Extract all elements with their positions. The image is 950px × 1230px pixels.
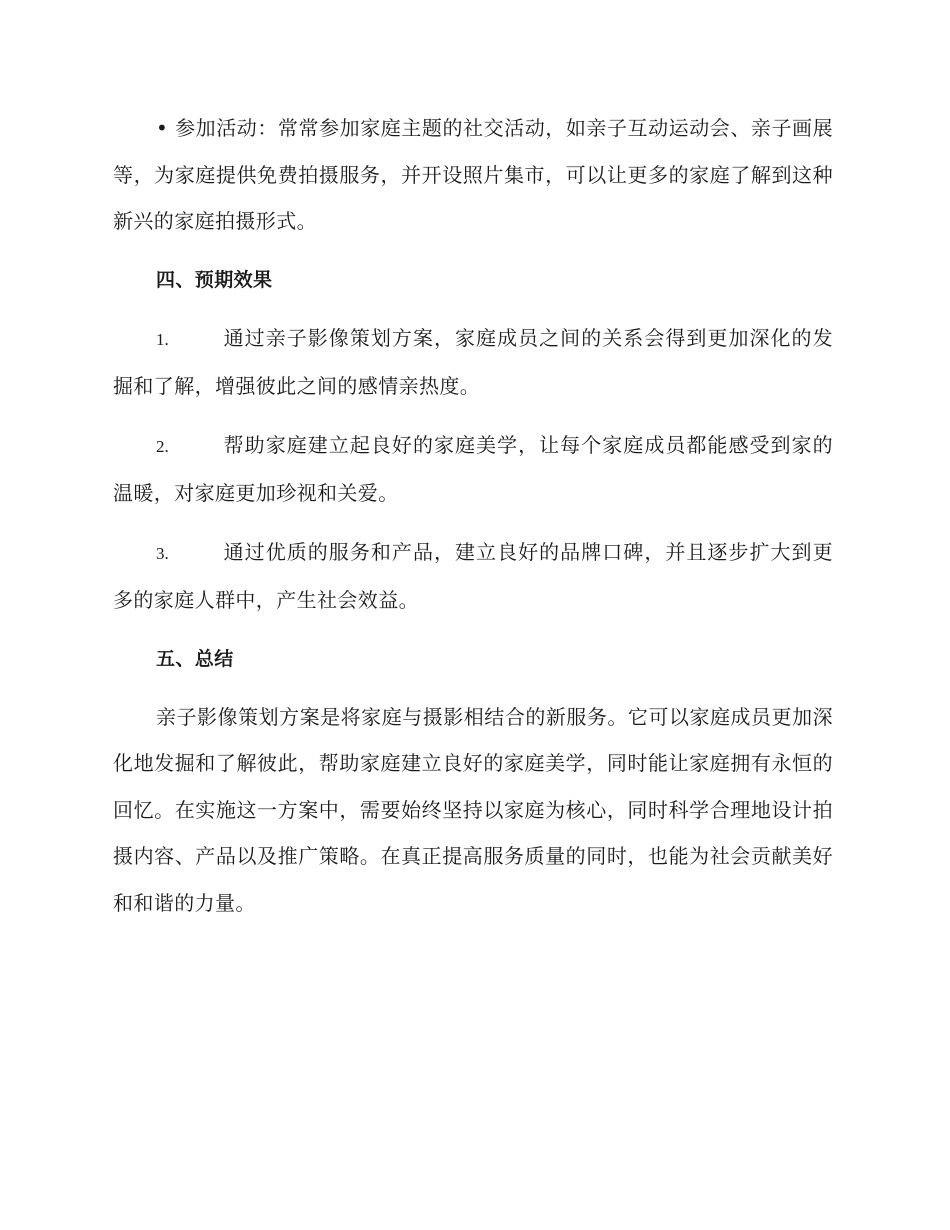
document-content [113,105,833,938]
effect-item-3-text: 通过优质的服务和产品，建立良好的品牌口碑，并且逐步扩大到更多的家庭人群中，产生社会效益。 [113,539,833,612]
activity-paragraph: • 参加活动：常常参加家庭主题的社交活动，如亲子互动运动会、亲子画展等，为家庭提供免费拍摄服务，并开设照片集市，可以让更多的家庭了解到这种新兴的家庭拍摄形式。 [113,116,833,233]
effect-item-1-number: 1. [156,329,169,349]
effect-item-2 [113,422,833,517]
effect-item-1 [113,315,833,410]
summary-heading: 五、总结 [156,647,234,670]
expected-effects-heading: 四、预期效果 [156,268,273,291]
effect-item-2-number: 2. [156,436,169,456]
effect-item-2-text: 帮助家庭建立起良好的家庭美学，让每个家庭成员都能感受到家的温暖，对家庭更加珍视和关爱。 [113,432,833,505]
effect-item-3-number: 3. [156,543,169,563]
effect-item-1-text: 通过亲子影像策划方案，家庭成员之间的关系会得到更加深化的发掘和了解，增强彼此之间的感情亲热度。 [113,325,833,398]
effect-item-3 [113,529,833,624]
summary-paragraph: 亲子影像策划方案是将家庭与摄影相结合的新服务。它可以家庭成员更加深化地发掘和了解彼此，帮助家庭建立良好的家庭美学，同时能让家庭拥有永恒的回忆。在实施这一方案中，需要始终坚持以家庭为核心，同时科学合理地设计拍摄内容、产品以及推广策略。在真正提高服务质量的同时，也能为社会贡献美好和和谐的力量。 [113,704,833,915]
